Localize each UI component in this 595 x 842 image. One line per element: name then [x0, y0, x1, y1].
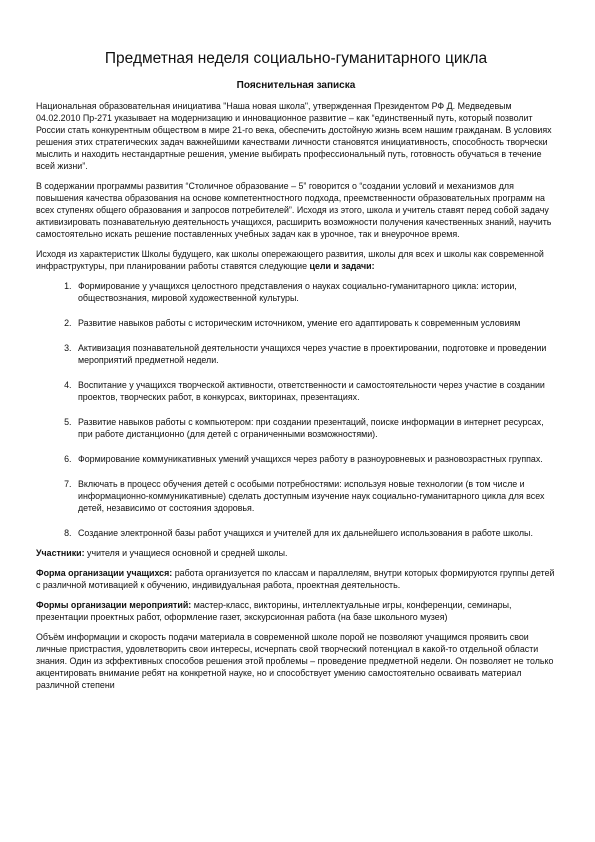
paragraph-closing: Объём информации и скорость подачи материала в современной школе порой не позволяют учащимся проявить свои личные пристрастия, удовлетворить свои интересы, исчерпать свой творческий потенциал в какой-то отдельной области знания. Один из эффективных способов решения этой проблемы – проведение предметной недели. Он позволяет не только акцентировать внимание ребят на конкретной науке, но и способствует умению самостоятельно осваивать материал различной степени [36, 632, 554, 690]
goal-item: 6. Формирование коммуникативных умений учащихся через работу в разноуровневых и разновозрастных группах. [74, 453, 556, 465]
goal-item: 2. Развитие навыков работы с историческим источником, умение его адаптировать к современным условиям [74, 317, 556, 329]
goals-intro-text: Исходя из характеристик Школы будущего, как школы опережающего развития, школы для всех и школы как современной инфраструктуры, при планировании работы ставятся следующие [36, 249, 544, 271]
paragraph-organization [36, 567, 556, 591]
paragraph-initiative: Национальная образовательная инициатива "Наша новая школа", утвержденная Президентом РФ Д. Медведевым 04.02.2010 Пр-271 указывает на модернизацию и инновационное развитие – как “единственный путь, который позволит России стать конкурентным обществом в мире 21-го века, обеспечить достойную жизнь всем нашим гражданам. В условиях решения этих стратегических задач важнейшими качествами личности становятся инициативность, способность творчески мыслить и находить нестандартные решения, умение выбирать профессиональный путь, готовность обучаться в течение всей жизни”. [36, 101, 552, 171]
document-subtitle: Пояснительная записка [236, 80, 356, 91]
goal-item: 5. Развитие навыков работы с компьютером: при создании презентаций, поиске информации в интернет ресурсах, при работе дистанционно (для детей с ограниченными возможностями). [74, 416, 556, 440]
goals-intro-bold: цели и задачи: [309, 261, 375, 271]
goal-item: 4. Воспитание у учащихся творческой активности, ответственности и самостоятельности через участие в создании проектов, творческих работ, в конкурсах, викторинах, презентациях. [74, 379, 556, 403]
organization-label: Форма организации учащихся: [36, 568, 173, 578]
document-title: Предметная неделя социально-гуманитарного цикла [104, 50, 488, 67]
events-label: Формы организации мероприятий: [36, 600, 192, 610]
goal-item: 3. Активизация познавательной деятельности учащихся через участие в проектировании, подготовке и проведении мероприятий предметной недели. [74, 342, 556, 366]
goals-list [36, 280, 556, 539]
events-text: мастер-класс, викторины, интеллектуальные игры, конференции, семинары, презентации проектных работ, оформление газет, экскурсионная работа (на базе школьного музея) [36, 600, 512, 622]
document-page [36, 50, 556, 699]
goal-item: 1. Формирование у учащихся целостного представления о науках социально-гуманитарного цикла: истории, обществознания, мировой художественной культуры. [74, 280, 556, 304]
goal-item: 7. Включать в процесс обучения детей с особыми потребностями: используя новые технологии (в том числе и информационно-коммуникативные) сделать доступным изучение наук социально-гуманитарного цикла для всех детей, независимо от состояния здоровья. [74, 478, 556, 514]
goal-item: 8. Создание электронной базы работ учащихся и учителей для их дальнейшего использования в работе школы. [74, 527, 556, 539]
paragraph-participants [36, 547, 556, 559]
participants-label: Участники: [36, 548, 85, 558]
paragraph-program: В содержании программы развития “Столичное образование – 5” говорится о “создании условий и механизмов для повышения качества образования на основе компетентностного подхода, преемственности образовательных программ на всех ступенях общего образования и запросов потребителей”. Исходя из этого, школа и учитель ставят перед собой задачу активизировать познавательную деятельность учащихся, расширить возможности получения качественных знаний, научить самостоятельно искать решение поставленных учебных задач как в урочное, так и внеурочное время. [36, 181, 552, 239]
organization-text: работа организуется по классам и параллелям, внутри которых формируются группы детей с различной мотивацией к обучению, индивидуальная работа, проектная деятельность. [36, 568, 555, 590]
paragraph-events [36, 599, 556, 623]
paragraph-goals-intro [36, 248, 556, 272]
participants-text: учителя и учащиеся основной и средней школы. [84, 548, 288, 558]
